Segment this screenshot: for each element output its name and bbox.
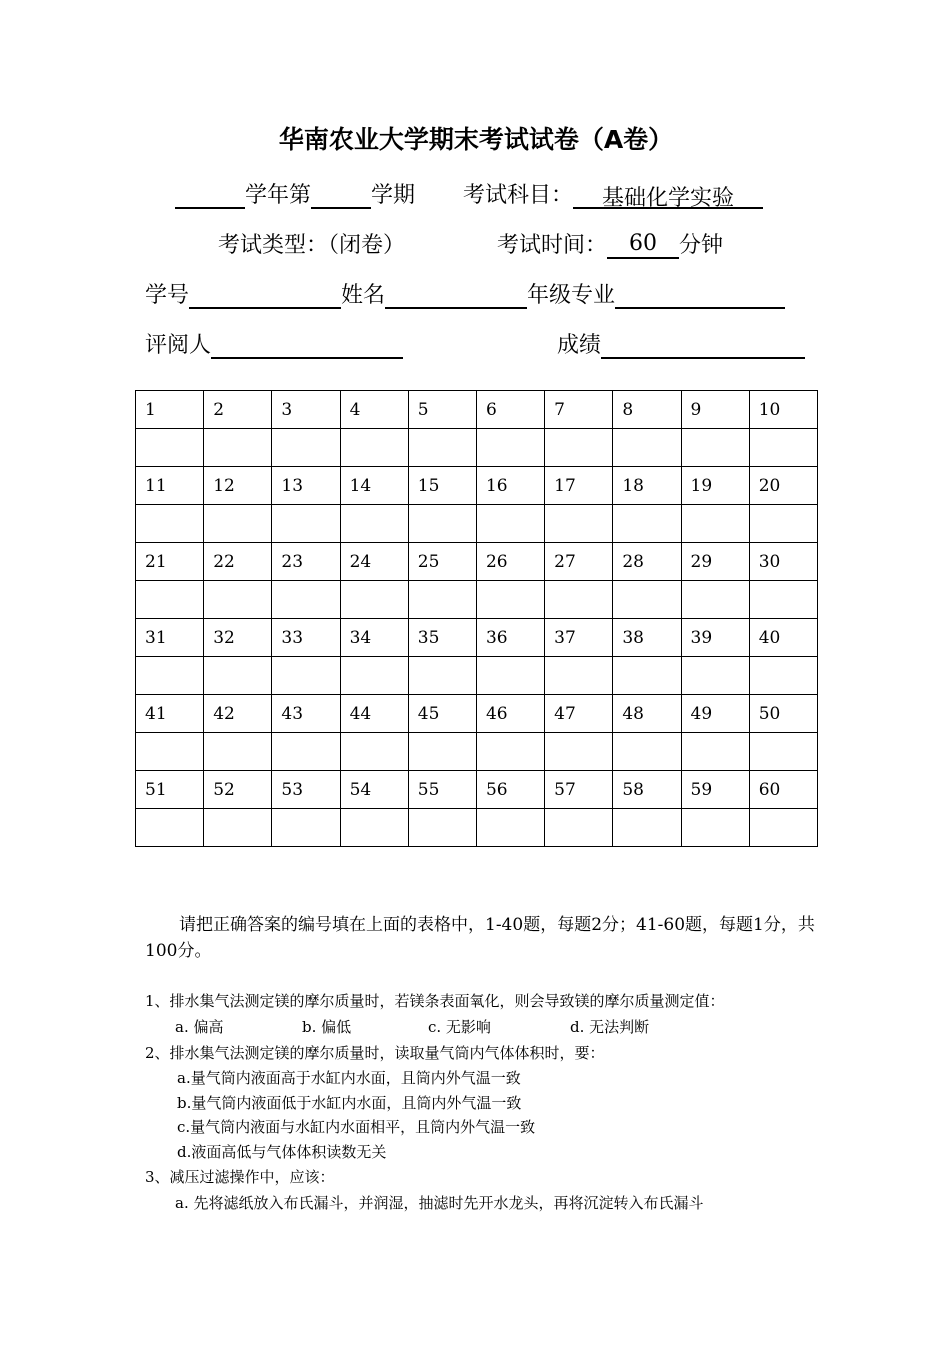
answer-cell[interactable] <box>749 581 817 619</box>
question-number-cell: 39 <box>681 619 749 657</box>
answer-cell[interactable] <box>340 429 408 467</box>
question-number-cell: 36 <box>476 619 544 657</box>
question-number-cell: 12 <box>204 467 272 505</box>
answer-cell[interactable] <box>476 733 544 771</box>
question-number-cell: 8 <box>613 391 681 429</box>
question-number-cell: 6 <box>476 391 544 429</box>
answer-cell[interactable] <box>272 429 340 467</box>
grading-line <box>145 328 805 359</box>
question-number-cell: 24 <box>340 543 408 581</box>
question-number-cell: 35 <box>408 619 476 657</box>
answer-cell[interactable] <box>613 505 681 543</box>
time-label: 考试时间： <box>497 233 608 258</box>
answer-cell[interactable] <box>613 657 681 695</box>
question-number-cell: 46 <box>476 695 544 733</box>
question-option: b. 偏低 <box>302 1018 352 1036</box>
answer-cell[interactable] <box>272 733 340 771</box>
instructions: 请把正确答案的编号填在上面的表格中，1-40题，每题2分；41-60题，每题1分，共100分。 <box>145 915 815 961</box>
question-number-cell: 37 <box>545 619 613 657</box>
answer-row <box>136 657 818 695</box>
answer-cell[interactable] <box>204 581 272 619</box>
question-number-cell: 5 <box>408 391 476 429</box>
student-info-line <box>145 278 785 309</box>
year-label: 学年第 <box>245 183 312 208</box>
answer-cell[interactable] <box>136 657 204 695</box>
question-number-row <box>136 543 818 581</box>
name-field[interactable] <box>385 281 527 309</box>
answer-cell[interactable] <box>476 809 544 847</box>
answer-cell[interactable] <box>136 429 204 467</box>
question-number-cell: 27 <box>545 543 613 581</box>
answer-cell[interactable] <box>136 581 204 619</box>
question-number-cell: 52 <box>204 771 272 809</box>
question-number-cell: 58 <box>613 771 681 809</box>
question-number-cell: 50 <box>749 695 817 733</box>
answer-cell[interactable] <box>272 505 340 543</box>
grader-field[interactable] <box>211 331 403 359</box>
answer-cell[interactable] <box>408 733 476 771</box>
exam-info-line-1 <box>175 178 763 209</box>
answer-cell[interactable] <box>545 657 613 695</box>
answer-cell[interactable] <box>545 429 613 467</box>
answer-cell[interactable] <box>340 505 408 543</box>
answer-cell[interactable] <box>340 809 408 847</box>
answer-cell[interactable] <box>204 657 272 695</box>
question-number-cell: 17 <box>545 467 613 505</box>
question-number-cell: 55 <box>408 771 476 809</box>
answer-cell[interactable] <box>749 505 817 543</box>
student-id-label: 学号 <box>145 283 190 308</box>
question-number-cell: 26 <box>476 543 544 581</box>
name-label: 姓名 <box>341 283 386 308</box>
answer-cell[interactable] <box>476 429 544 467</box>
answer-row <box>136 581 818 619</box>
question-number-cell: 22 <box>204 543 272 581</box>
question-number-cell: 48 <box>613 695 681 733</box>
question-number-cell: 14 <box>340 467 408 505</box>
answer-cell[interactable] <box>340 733 408 771</box>
answer-grid <box>135 390 818 847</box>
answer-cell[interactable] <box>545 581 613 619</box>
answer-row <box>136 733 818 771</box>
answer-cell[interactable] <box>408 809 476 847</box>
question-number-cell: 40 <box>749 619 817 657</box>
question-number-cell: 9 <box>681 391 749 429</box>
question-number-cell: 57 <box>545 771 613 809</box>
question-option: a. 先将滤纸放入布氏漏斗，并润湿，抽滤时先开水龙头，再将沉淀转入布氏漏斗 <box>175 1194 704 1212</box>
answer-cell[interactable] <box>204 505 272 543</box>
question-option: d.液面高低与气体体积读数无关 <box>177 1143 387 1161</box>
subject-value: 基础化学实验 <box>573 181 763 209</box>
grade-major-field[interactable] <box>615 281 785 309</box>
question-number-row <box>136 771 818 809</box>
question-number-cell: 7 <box>545 391 613 429</box>
question-number-cell: 33 <box>272 619 340 657</box>
question-number-row <box>136 695 818 733</box>
subject-label: 考试科目： <box>463 183 574 208</box>
answer-cell[interactable] <box>408 581 476 619</box>
question-number-cell: 4 <box>340 391 408 429</box>
question-number-cell: 42 <box>204 695 272 733</box>
answer-row <box>136 809 818 847</box>
answer-cell[interactable] <box>476 581 544 619</box>
answer-cell[interactable] <box>749 809 817 847</box>
question-number-cell: 10 <box>749 391 817 429</box>
answer-cell[interactable] <box>613 429 681 467</box>
question-number-cell: 20 <box>749 467 817 505</box>
answer-cell[interactable] <box>340 657 408 695</box>
page-title: 华南农业大学期末考试试卷（A卷） <box>278 125 674 154</box>
question-number-cell: 30 <box>749 543 817 581</box>
question-number-cell: 21 <box>136 543 204 581</box>
question-number-cell: 60 <box>749 771 817 809</box>
question-number-cell: 13 <box>272 467 340 505</box>
question-number-cell: 43 <box>272 695 340 733</box>
question-number-cell: 49 <box>681 695 749 733</box>
answer-cell[interactable] <box>681 581 749 619</box>
exam-info-line-2 <box>218 228 723 259</box>
question-number-cell: 53 <box>272 771 340 809</box>
question-option: d. 无法判断 <box>570 1018 650 1036</box>
question-number-cell: 45 <box>408 695 476 733</box>
answer-cell[interactable] <box>136 809 204 847</box>
question-number-cell: 51 <box>136 771 204 809</box>
answer-cell[interactable] <box>476 505 544 543</box>
question-option: a.量气筒内液面高于水缸内水面，且筒内外气温一致 <box>177 1069 521 1087</box>
question-number-cell: 38 <box>613 619 681 657</box>
answer-cell[interactable] <box>749 733 817 771</box>
answer-row <box>136 505 818 543</box>
question-number-cell: 3 <box>272 391 340 429</box>
question-number-cell: 15 <box>408 467 476 505</box>
question-number-row <box>136 391 818 429</box>
answer-cell[interactable] <box>272 657 340 695</box>
exam-type: 考试类型：（闭卷） <box>218 233 406 258</box>
answer-cell[interactable] <box>613 581 681 619</box>
answer-cell[interactable] <box>749 657 817 695</box>
question-number-cell: 31 <box>136 619 204 657</box>
answer-cell[interactable] <box>545 733 613 771</box>
answer-cell[interactable] <box>613 809 681 847</box>
question-number-cell: 25 <box>408 543 476 581</box>
answer-cell[interactable] <box>408 505 476 543</box>
answer-cell[interactable] <box>681 809 749 847</box>
semester-blank[interactable] <box>311 181 371 209</box>
answer-cell[interactable] <box>545 809 613 847</box>
question-number-cell: 54 <box>340 771 408 809</box>
question-number-cell: 56 <box>476 771 544 809</box>
answer-cell[interactable] <box>545 505 613 543</box>
question-stem: 2、排水集气法测定镁的摩尔质量时，读取量气筒内气体体积时，要： <box>145 1044 605 1062</box>
question-number-cell: 41 <box>136 695 204 733</box>
question-number-cell: 44 <box>340 695 408 733</box>
answer-cell[interactable] <box>204 809 272 847</box>
question-number-cell: 19 <box>681 467 749 505</box>
answer-cell[interactable] <box>613 733 681 771</box>
question-number-cell: 59 <box>681 771 749 809</box>
time-unit: 分钟 <box>679 233 724 258</box>
question-option: c.量气筒内液面与水缸内水面相平，且筒内外气温一致 <box>177 1118 536 1136</box>
question-stem: 3、减压过滤操作中，应该： <box>145 1168 335 1186</box>
score-field[interactable] <box>601 331 805 359</box>
question-number-cell: 29 <box>681 543 749 581</box>
answer-cell[interactable] <box>204 429 272 467</box>
question-number-cell: 28 <box>613 543 681 581</box>
grade-major-label: 年级专业 <box>527 283 616 308</box>
answer-cell[interactable] <box>476 657 544 695</box>
answer-cell[interactable] <box>408 429 476 467</box>
question-option: a. 偏高 <box>175 1018 224 1036</box>
score-label: 成绩 <box>557 333 602 358</box>
answer-cell[interactable] <box>681 505 749 543</box>
time-value: 60 <box>607 231 679 259</box>
answer-cell[interactable] <box>681 429 749 467</box>
question-option: b.量气筒内液面低于水缸内水面，且筒内外气温一致 <box>177 1094 522 1112</box>
question-option: c. 无影响 <box>428 1018 491 1036</box>
answer-cell[interactable] <box>204 733 272 771</box>
semester-label: 学期 <box>371 183 416 208</box>
answer-cell[interactable] <box>136 733 204 771</box>
answer-cell[interactable] <box>272 581 340 619</box>
answer-cell[interactable] <box>136 505 204 543</box>
answer-cell[interactable] <box>340 581 408 619</box>
answer-cell[interactable] <box>681 733 749 771</box>
student-id-field[interactable] <box>189 281 341 309</box>
question-number-cell: 34 <box>340 619 408 657</box>
question-number-cell: 11 <box>136 467 204 505</box>
question-number-cell: 32 <box>204 619 272 657</box>
grader-label: 评阅人 <box>145 333 212 358</box>
answer-cell[interactable] <box>408 657 476 695</box>
answer-row <box>136 429 818 467</box>
academic-year-blank[interactable] <box>175 181 245 209</box>
question-number-cell: 47 <box>545 695 613 733</box>
question-number-cell: 16 <box>476 467 544 505</box>
question-number-cell: 23 <box>272 543 340 581</box>
question-number-cell: 1 <box>136 391 204 429</box>
question-stem: 1、排水集气法测定镁的摩尔质量时，若镁条表面氧化，则会导致镁的摩尔质量测定值： <box>145 992 725 1010</box>
question-number-cell: 18 <box>613 467 681 505</box>
answer-cell[interactable] <box>749 429 817 467</box>
question-number-row <box>136 619 818 657</box>
answer-cell[interactable] <box>272 809 340 847</box>
question-number-row <box>136 467 818 505</box>
question-number-cell: 2 <box>204 391 272 429</box>
answer-cell[interactable] <box>681 657 749 695</box>
